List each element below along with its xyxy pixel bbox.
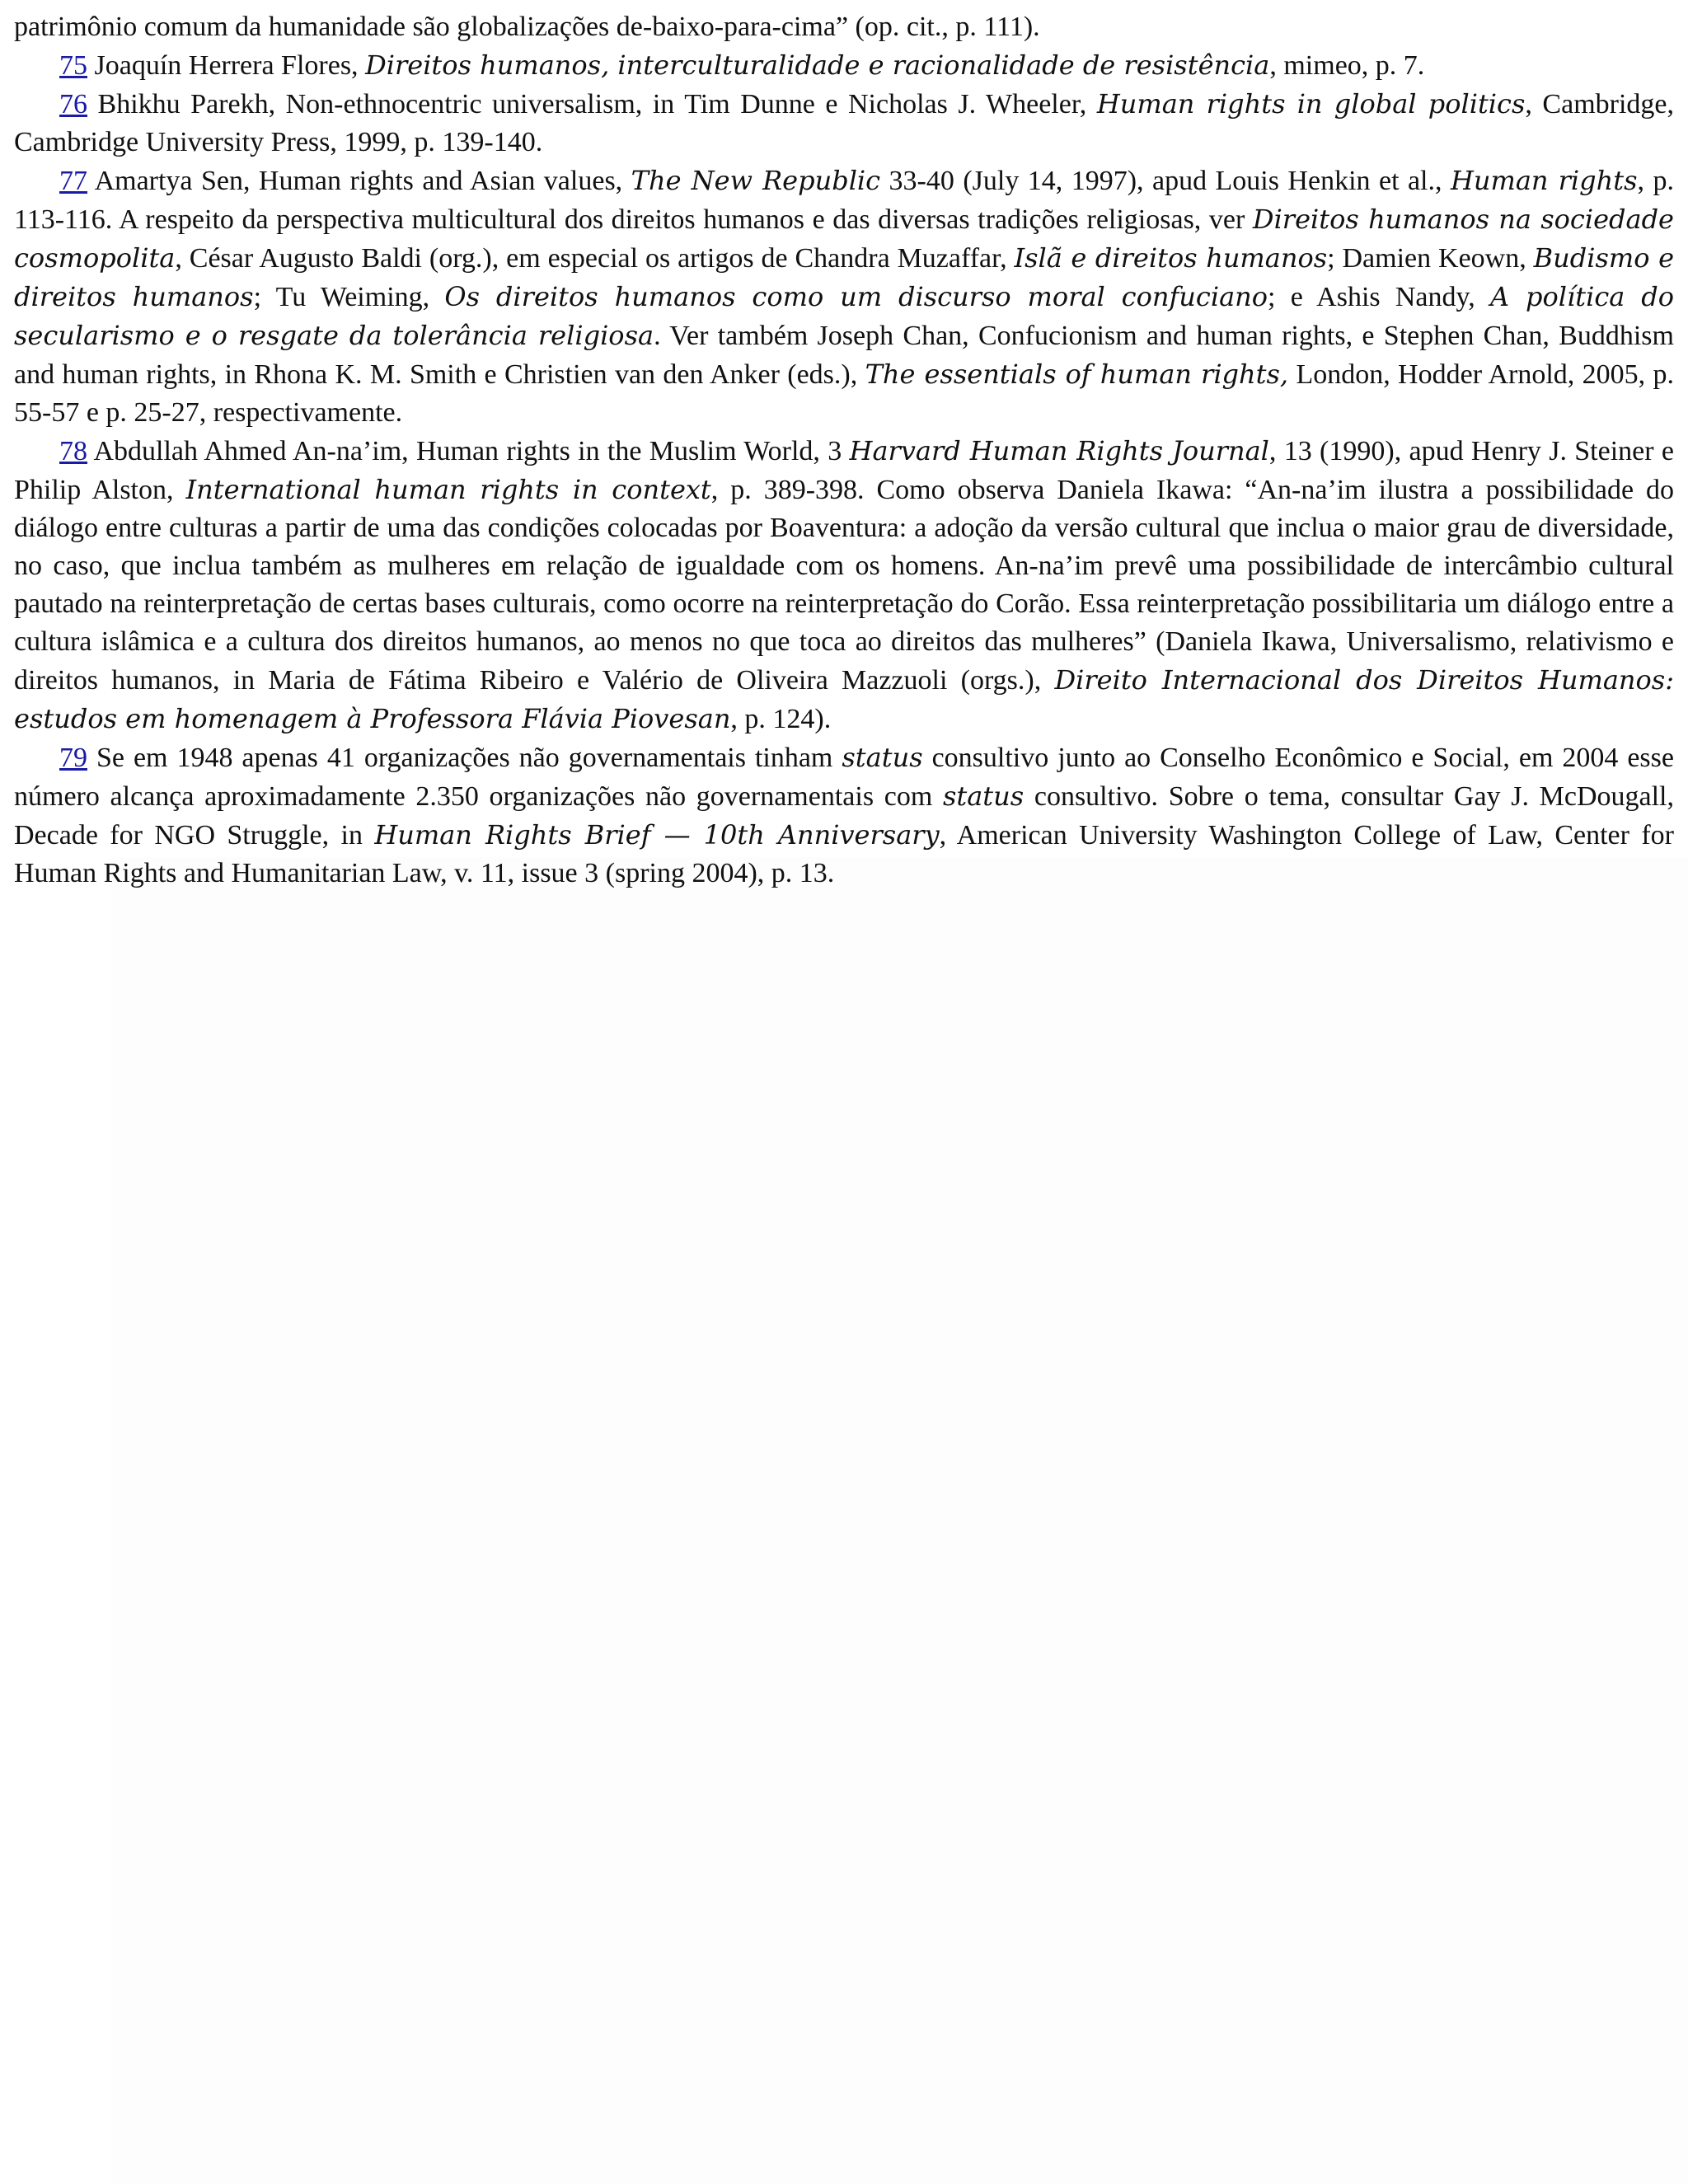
footnote-77-link[interactable]: 77 xyxy=(59,166,87,196)
footnote-75-link[interactable]: 75 xyxy=(59,50,87,81)
footnote-77: 77 Amartya Sen, Human rights and Asian values, The New Republic 33-40 (July 14, 1997), apud Louis Henkin et al., Human rights, p. 113-116. A respeito da perspectiva multicultural dos direitos humanos e das diversas tradições religiosas, ver Direitos humanos na sociedade cosmopolita, César Augusto Baldi (org.), em especial os artigos de Chandra Muzaffar, Islã e direitos humanos; Damien Keown, Budismo e direitos humanos; Tu Weiming, Os direitos humanos como um discurso moral confuciano; e Ashis Nandy, A política do secularismo e o resgate da tolerância religiosa. Ver também Joseph Chan, Confucionism and human rights, e Stephen Chan, Buddhism and human rights, in Rhona K. M. Smith e Christien van den Anker (eds.), The essentials of human rights, London, Hodder Arnold, 2005, p. 55-57 e p. 25-27, respectivamente. xyxy=(14,165,1675,428)
footnote-continuation xyxy=(14,8,1674,46)
footnote-76: 76 Bhikhu Parekh, Non-ethnocentric universalism, in Tim Dunne e Nicholas J. Wheeler, Human rights in global politics, Cambridge, Cambridge University Press, 1999, p. 139-140. xyxy=(14,88,1674,157)
footnote-79: 79 Se em 1948 apenas 41 organizações não governamentais tinham status consultivo junto ao Conselho Econômico e Social, em 2004 esse número alcança aproximadamente 2.350 organizações não governamentais com status consultivo. Sobre o tema, consultar Gay J. McDougall, Decade for NGO Struggle, in Human Rights Brief — 10th Anniversary, American University Washington College of Law, Center for Human Rights and Humanitarian Law, v. 11, issue 3 (spring 2004), p. 13. xyxy=(14,742,1675,888)
footnote-79-link[interactable]: 79 xyxy=(59,743,87,773)
footnote-78-link[interactable]: 78 xyxy=(59,436,87,466)
continuation-text: patrimônio comum da humanidade são globalizações de-baixo-para-cima” (op. cit., p. 111). xyxy=(14,12,1040,42)
footnotes-document xyxy=(14,8,1674,893)
page-background xyxy=(110,857,1688,2184)
footnote-76-link[interactable]: 76 xyxy=(59,89,87,120)
footnote-78: 78 Abdullah Ahmed An-na’im, Human rights in the Muslim World, 3 Harvard Human Rights Journal, 13 (1990), apud Henry J. Steiner e Philip Alston, International human rights in context, p. 389-398. Como observa Daniela Ikawa: “An-na’im ilustra a possibilidade do diálogo entre culturas a partir de uma das condições colocadas por Boaventura: a adoção da versão cultural que inclua o maior grau de diversidade, no caso, que inclua também as mulheres em relação de igualdade com os homens. An-na’im prevê uma possibilidade de intercâmbio cultural pautado na reinterpretação de certas bases culturais, como ocorre na reinterpretação do Corão. Essa reinterpretação possibilitaria um diálogo entre a cultura islâmica e a cultura dos direitos humanos, ao menos no que toca ao direitos das mulheres” (Daniela Ikawa, Universalismo, relativismo e direitos humanos, in Maria de Fátima Ribeiro e Valério de Oliveira Mazzuoli (orgs.), Direito Internacional dos Direitos Humanos: estudos em homenagem à Professora Flávia Piovesan, p. 124). xyxy=(14,435,1674,734)
footnote-75: 75 Joaquín Herrera Flores, Direitos humanos, interculturalidade e racionalidade de resistência, mimeo, p. 7. xyxy=(59,49,1425,81)
